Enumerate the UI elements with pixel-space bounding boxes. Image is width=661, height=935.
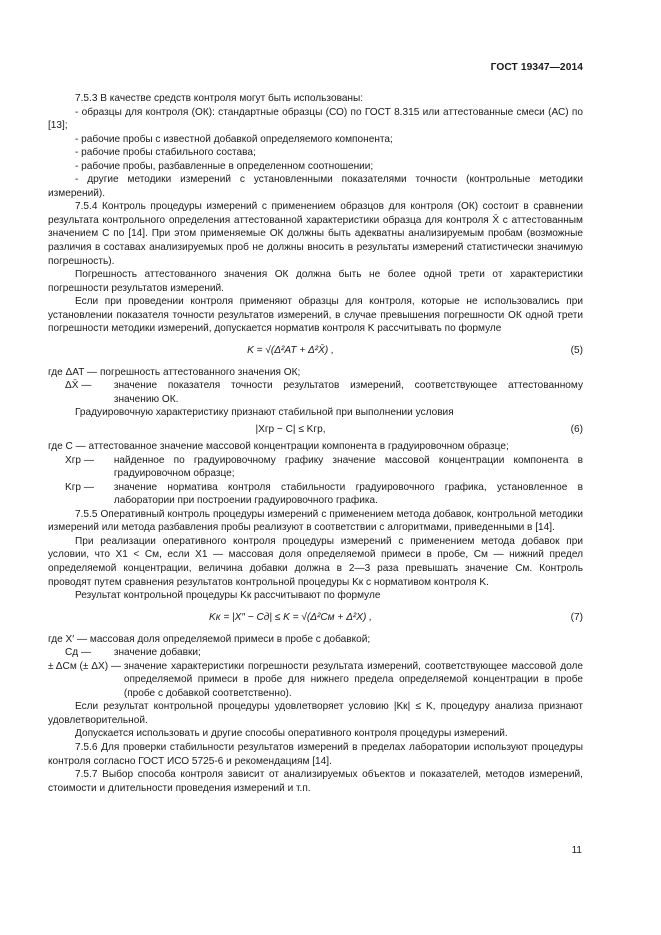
paragraph-additions-method: При реализации оперативного контроля процедуры измерений с применением метода добавок при условии, что X1 < Cм, если X1 — массовая доля определяемой примеси в пробе, Cм — нижний предел определяемой концентрации, величина добавки должна в 2—3 раза превышать значение Cм. Контроль проводят путем сравнения результатов контрольной процедуры Kк с нормативом контроля K. bbox=[48, 535, 583, 588]
definition-x-prime bbox=[48, 633, 583, 647]
document-code-header: ГОСТ 19347—2014 bbox=[490, 62, 583, 73]
definition-text: аттестованное значение массовой концентрации компонента в градуировочном образце; bbox=[88, 441, 509, 453]
list-item-other-methods: - другие методики измерений с установленными показателями точности (контрольные методики измерений). bbox=[48, 174, 583, 199]
equation-7-formula: Kк = |X″ − Cд| ≤ K = √(Δ²Cм + Δ²X) , bbox=[209, 611, 372, 623]
equation-6 bbox=[48, 420, 583, 440]
document-body bbox=[48, 92, 583, 795]
definition-delta-cm bbox=[48, 660, 583, 701]
definition-k-gr bbox=[48, 481, 583, 508]
equation-7-number: (7) bbox=[570, 611, 583, 623]
equation-6-number: (6) bbox=[570, 424, 583, 436]
paragraph-satisfactory: Если результат контрольной процедуры удовлетворяет условию |Kк| ≤ K, процедуру анализа признают удовлетворительной. bbox=[48, 701, 583, 726]
list-item-diluted-samples: - рабочие пробы, разбавленные в определенном соотношении; bbox=[75, 160, 374, 172]
list-item-spiked-samples: - рабочие пробы с известной добавкой определяемого компонента; bbox=[75, 133, 393, 145]
definition-text: значение показателя точности результатов измерений, соответствующее аттестованному значению ОК. bbox=[113, 380, 583, 405]
paragraph-7-5-7: 7.5.7 Выбор способа контроля зависит от анализируемых объектов и показателей, методов измерений, стоимости и длительности проведения измерений и т.п. bbox=[48, 769, 583, 794]
list-item-reference-samples: - образцы для контроля (ОК): стандартные образцы (СО) по ГОСТ 8.315 или аттестованные смеси (АС) по [13]; bbox=[48, 106, 583, 132]
definition-text: найденное по градуировочному графику значение массовой концентрации компонента в градуировочном образце; bbox=[113, 454, 583, 480]
definition-label: Cд — bbox=[65, 647, 92, 659]
definition-delta-at bbox=[48, 366, 583, 380]
paragraph-7-5-3: 7.5.3 В качестве средств контроля могут быть использованы: bbox=[75, 93, 364, 104]
equation-5-number: (5) bbox=[570, 344, 583, 356]
equation-5-formula: K = √(Δ²AT + Δ²X̄) , bbox=[247, 344, 334, 356]
definition-text: значение добавки; bbox=[113, 647, 201, 659]
definition-c bbox=[48, 440, 583, 454]
paragraph-control-norm: Если при проведении контроля применяют образцы для контроля, которые не использовались при установлении показателя точности результатов измерений, в случае превышения погрешности ОК одной трети погрешности методики измерений, допускается норматив контроля K рассчитывать по формуле bbox=[48, 296, 583, 335]
definition-label: где C — bbox=[48, 441, 86, 453]
paragraph-7-5-6: 7.5.6 Для проверки стабильности результатов измерений в пределах лаборатории используют процедуры контроля согласно ГОСТ ИСО 5725-6 и рекомендациям [14]. bbox=[48, 741, 583, 767]
definition-label: Xгр — bbox=[65, 454, 94, 466]
definition-text: массовая доля определяемой примеси в пробе с добавкой; bbox=[89, 633, 371, 645]
definition-label: где X′ — bbox=[48, 633, 88, 645]
definition-label: ± ΔCм (± ΔX) — bbox=[48, 660, 122, 672]
page-number: 11 bbox=[571, 845, 582, 856]
definition-label: где ΔAT — bbox=[48, 366, 98, 378]
paragraph-other-methods: Допускается использовать и другие способы оперативного контроля процедуры измерений. bbox=[75, 728, 508, 740]
equation-5 bbox=[48, 336, 583, 366]
equation-6-formula: |Xгр − C| ≤ Kгр, bbox=[255, 424, 326, 436]
list-item-stable-samples: - рабочие пробы стабильного состава; bbox=[75, 147, 256, 159]
definition-text: значение норматива контроля стабильности градуировочного графика, установленное в лаборатории при построении градуировочного графика. bbox=[113, 481, 583, 507]
equation-7 bbox=[48, 603, 583, 633]
paragraph-ok-error: Погрешность аттестованного значения ОК должна быть не более одной трети от характеристики погрешности результатов измерений. bbox=[48, 269, 583, 294]
definition-x-gr bbox=[48, 454, 583, 481]
paragraph-calibration-stability: Градуировочную характеристику признают стабильной при выполнении условия bbox=[75, 407, 454, 419]
paragraph-7-5-4: 7.5.4 Контроль процедуры измерений с применением образцов для контроля (ОК) состоит в сравнении результата контрольного определения аттестованной характеристики образца для контроля X̄ с аттестованным значением C по [14]. При этом применяемые ОК должны быть адекватны анализируемым пробам (возможные различия в составах анализируемых проб не должны вносить в результаты измерений статистически значимую погрешность). bbox=[48, 201, 583, 267]
definition-c-d bbox=[48, 646, 583, 660]
paragraph-kk-formula-intro: Результат контрольной процедуры Kк рассчитывают по формуле bbox=[75, 590, 381, 602]
definition-label: ΔX̄ — bbox=[65, 380, 92, 392]
definition-delta-x bbox=[48, 379, 583, 406]
paragraph-7-5-5: 7.5.5 Оперативный контроль процедуры измерений с применением метода добавок, контрольной методики измерений или метода разбавления пробы реализуют в соответствии с алгоритмами, приведенными в [14]. bbox=[48, 508, 583, 534]
definition-text: значение характеристики погрешности результата измерений, соответствующее массовой доле определяемой примеси в пробе для нижнего предела определяемой концентрации в пробе (пробе с добавкой соответственно). bbox=[123, 660, 583, 699]
definition-label: Kгр — bbox=[65, 481, 94, 493]
definition-text: погрешность аттестованного значения ОК; bbox=[99, 366, 301, 378]
